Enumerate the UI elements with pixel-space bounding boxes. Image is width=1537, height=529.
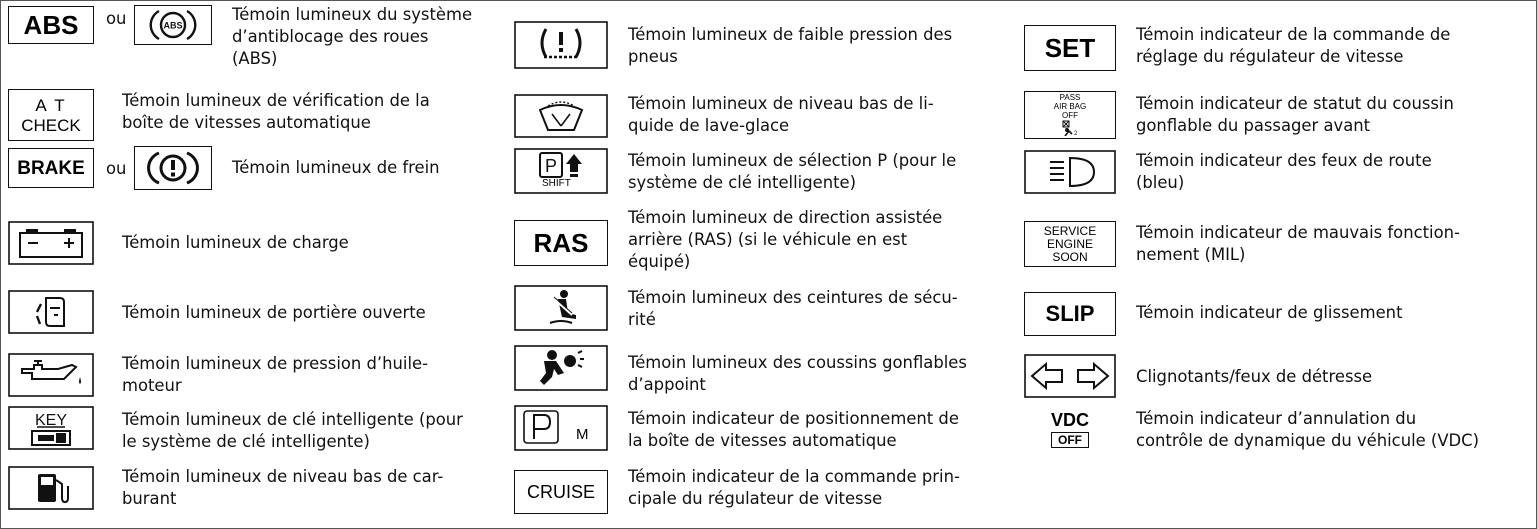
abs-icon-label: ABS	[23, 10, 79, 40]
desc-line: (ABS)	[232, 49, 278, 68]
pass-airbag-label-line: PASS	[1059, 93, 1081, 102]
pass-airbag-label-line: OFF	[1062, 111, 1078, 120]
desc-line: équipé)	[628, 252, 691, 271]
separator-ou: ou	[106, 159, 127, 178]
desc-line: Témoin lumineux de charge	[122, 233, 349, 252]
desc-line: Témoin indicateur de statut du coussin	[1136, 94, 1454, 113]
airbag-icon	[514, 345, 608, 391]
desc-line: Témoin indicateur de la commande de	[1136, 25, 1451, 44]
passenger-airbag-symbol	[1060, 120, 1080, 136]
passenger-airbag-icon	[1024, 91, 1116, 139]
desc-line: contrôle de dynamique du véhicule (VDC)	[1136, 431, 1479, 450]
ras-description	[628, 207, 942, 273]
slip-icon	[1024, 292, 1116, 336]
desc-line: pneus	[628, 47, 678, 66]
set-icon-label: SET	[1044, 33, 1096, 63]
desc-line: d’appoint	[628, 375, 706, 394]
desc-line: Témoin indicateur de mauvais fonction-	[1136, 223, 1460, 242]
p-m-icon	[514, 405, 608, 451]
slip-description	[1136, 302, 1403, 324]
battery-description	[122, 232, 349, 254]
washer-fluid-description	[628, 93, 934, 137]
cruise-icon-label: CRUISE	[526, 482, 595, 502]
slip-icon-label: SLIP	[1045, 301, 1095, 326]
tire-pressure-description	[628, 24, 952, 68]
brake-icon-label: BRAKE	[17, 157, 85, 179]
door-open-icon	[8, 290, 94, 334]
p-shift-description	[628, 150, 956, 194]
desc-line: Témoin lumineux de clé intelligente (pour	[122, 410, 463, 429]
cruise-description	[628, 466, 960, 510]
brake-description	[232, 157, 440, 179]
at-check-label-line: CHECK	[21, 115, 81, 135]
at-check-label-line: A T	[35, 95, 67, 115]
separator-ou: ou	[106, 9, 127, 28]
p-shift-label: SHIFT	[542, 178, 571, 189]
vdc-label: VDC	[1050, 409, 1089, 430]
desc-line: Témoin lumineux du système	[232, 5, 473, 24]
svg-text:KEY: KEY	[34, 412, 68, 429]
service-engine-soon-icon	[1024, 221, 1116, 267]
oil-can-icon	[8, 353, 94, 397]
desc-line: burant	[122, 489, 177, 508]
desc-line: rité	[628, 310, 656, 329]
p-m-label: M	[576, 426, 589, 443]
svg-text:2: 2	[1074, 131, 1078, 136]
set-description	[1136, 24, 1450, 68]
high-beam-icon	[1024, 150, 1116, 194]
abs-text-icon	[8, 6, 94, 44]
fuel-description	[122, 466, 443, 510]
fuel-pump-icon	[8, 466, 94, 510]
desc-line: Témoin lumineux des ceintures de sécu-	[628, 288, 958, 307]
passenger-airbag-description	[1136, 93, 1454, 137]
service-engine-description	[1136, 222, 1460, 266]
p-m-description	[628, 408, 959, 452]
turn-signals-icon	[1024, 354, 1116, 398]
desc-line: boîte de vitesses automatique	[122, 113, 371, 132]
washer-fluid-icon	[514, 94, 608, 138]
svg-text:ABS: ABS	[163, 20, 183, 31]
desc-line: Témoin lumineux de niveau bas de li-	[628, 94, 934, 113]
vdc-off-description	[1136, 408, 1479, 452]
desc-line: Témoin lumineux de vérification de la	[122, 91, 430, 110]
desc-line: Témoin lumineux de pression d’huile-	[122, 354, 429, 373]
turn-signals-description	[1136, 366, 1372, 388]
cruise-icon	[514, 470, 608, 514]
battery-icon	[8, 221, 94, 265]
desc-line: Témoin lumineux de frein	[232, 158, 440, 177]
seat-belt-icon	[514, 285, 608, 331]
abs-circle-icon	[134, 5, 212, 45]
svg-text:P: P	[544, 156, 558, 176]
desc-line: Témoin lumineux de faible pression des	[628, 25, 953, 44]
at-check-description	[122, 90, 430, 134]
vdc-off-icon	[1024, 406, 1116, 452]
tire-pressure-icon	[514, 21, 608, 69]
brake-text-icon	[8, 148, 94, 188]
at-check-icon	[8, 89, 94, 141]
vdc-off-label: OFF	[1051, 432, 1089, 448]
ras-icon-label: RAS	[533, 228, 589, 258]
p-shift-icon	[514, 148, 608, 194]
desc-line: (bleu)	[1136, 173, 1185, 192]
service-engine-label-line: SERVICE	[1043, 224, 1097, 238]
desc-line: gonflable du passager avant	[1136, 116, 1371, 135]
desc-line: Témoin indicateur de glissement	[1136, 303, 1403, 322]
desc-line: Témoin indicateur de la commande prin-	[628, 467, 960, 486]
pass-airbag-label-line: AIR BAG	[1053, 102, 1087, 111]
desc-line: Témoin lumineux de niveau bas de car-	[122, 467, 444, 486]
ras-icon	[514, 220, 608, 266]
desc-line: arrière (RAS) (si le véhicule en est	[628, 230, 908, 249]
desc-line: Témoin lumineux des coussins gonflables	[628, 353, 967, 372]
key-icon	[8, 406, 94, 450]
desc-line: Clignotants/feux de détresse	[1136, 367, 1373, 386]
desc-line: quide de lave-glace	[628, 116, 790, 135]
desc-line: moteur	[122, 376, 182, 395]
desc-line: Témoin indicateur de positionnement de	[628, 409, 959, 428]
brake-circle-icon	[134, 146, 212, 190]
key-description	[122, 409, 463, 453]
set-icon	[1024, 25, 1116, 71]
desc-line: le système de clé intelligente)	[122, 432, 370, 451]
desc-line: Témoin lumineux de portière ouverte	[122, 303, 426, 322]
desc-line: cipale du régulateur de vitesse	[628, 489, 883, 508]
airbag-description	[628, 352, 967, 396]
door-open-description	[122, 302, 426, 324]
desc-line: Témoin indicateur des feux de route	[1136, 151, 1432, 170]
desc-line: nement (MIL)	[1136, 245, 1246, 264]
desc-line: d’antiblocage des roues	[232, 27, 429, 46]
service-engine-label-line: SOON	[1052, 250, 1088, 264]
seat-belt-description	[628, 287, 958, 331]
desc-line: réglage du régulateur de vitesse	[1136, 47, 1404, 66]
desc-line: système de clé intelligente)	[628, 173, 857, 192]
desc-line: la boîte de vitesses automatique	[628, 431, 897, 450]
high-beam-description	[1136, 150, 1432, 194]
abs-description	[232, 4, 472, 70]
desc-line: Témoin lumineux de direction assistée	[628, 208, 943, 227]
desc-line: Témoin lumineux de sélection P (pour le	[628, 151, 957, 170]
service-engine-label-line: ENGINE	[1046, 237, 1093, 251]
oil-pressure-description	[122, 353, 428, 397]
desc-line: Témoin indicateur d’annulation du	[1136, 409, 1417, 428]
